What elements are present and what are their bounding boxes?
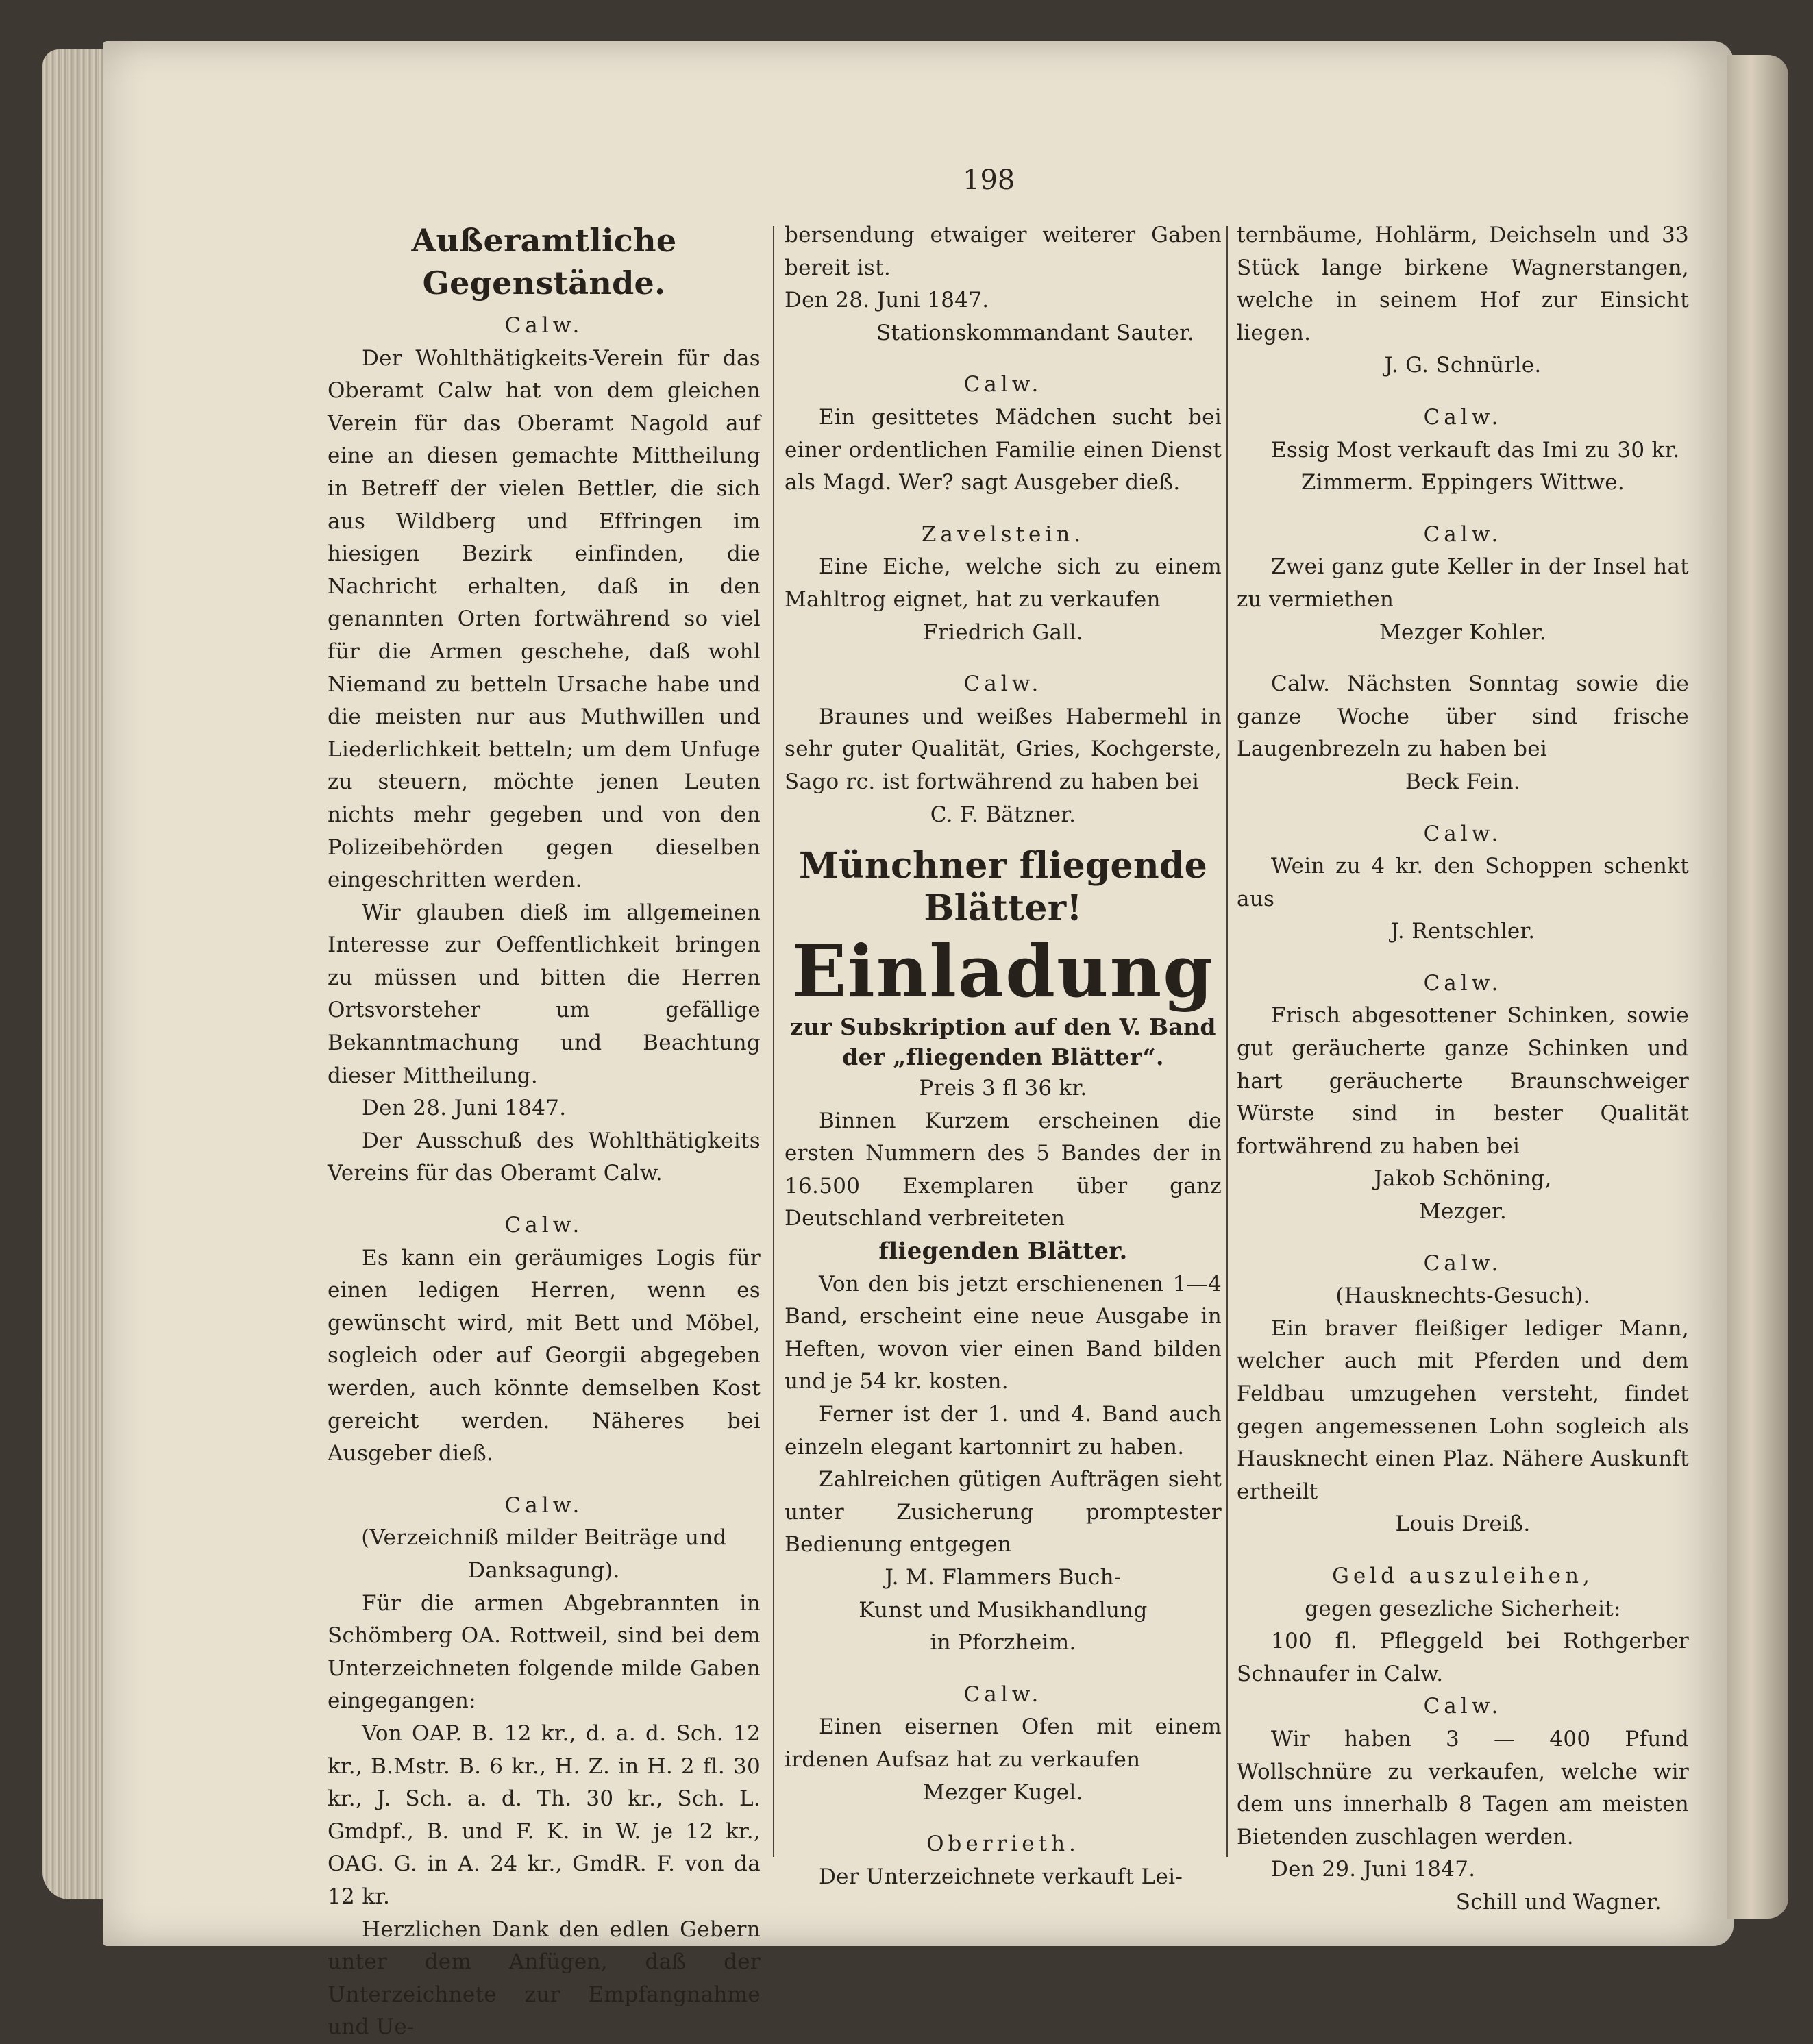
ad-signature: J. Rentschler. bbox=[1390, 919, 1536, 944]
ad-text: Binnen Kurzem erscheinen die ersten Nummern des 5 Bandes der in 16.500 Exemplaren über ganz Deutschland verbreiteten bbox=[785, 1108, 1222, 1231]
continuation-text: bersendung etwaiger weiterer Gaben bereit ist. bbox=[785, 223, 1222, 280]
ad-subtitle: (Verzeichniß milder Beiträge und Danksagung). bbox=[361, 1525, 727, 1583]
subscription-subheading: zur Subskription auf den V. Band der „fliegenden Blätter“. bbox=[790, 1013, 1216, 1071]
continuation-signature: Stationskommandant Sauter. bbox=[876, 320, 1194, 345]
ad-text: Wir haben 3 — 400 Pfund Wollschnüre zu verkaufen, welche wir dem uns innerhalb 8 Tagen am meisten Bietenden zuschlagen werden. bbox=[1237, 1726, 1689, 1849]
ad-text: Calw. Nächsten Sonntag sowie die ganze Woche über sind frische Laugenbrezeln zu haben bei bbox=[1237, 672, 1689, 762]
book-right-edge bbox=[1727, 55, 1788, 1919]
loan-title: Geld auszuleihen, bbox=[1332, 1563, 1594, 1588]
loan-text: 100 fl. Pfleggeld bei Rothgerber Schnaufer in Calw. bbox=[1237, 1629, 1689, 1686]
ad-place: Calw. bbox=[963, 1682, 1043, 1707]
ad-signature: Mezger Kugel. bbox=[923, 1780, 1083, 1805]
continuation-date: Den 28. Juni 1847. bbox=[785, 288, 989, 313]
column-2 bbox=[785, 219, 1222, 1893]
ad-text: Eine Eiche, welche sich zu einem Mahltrog eignet, hat zu verkaufen bbox=[785, 554, 1222, 612]
ad-place: Calw. bbox=[504, 1213, 584, 1238]
price: Preis 3 fl 36 kr. bbox=[919, 1076, 1087, 1101]
ad-text: Wein zu 4 kr. den Schoppen schenkt aus bbox=[1237, 854, 1689, 911]
ad-place: Oberrieth. bbox=[926, 1832, 1080, 1857]
ad-subtitle: (Hausknechts-Gesuch). bbox=[1335, 1283, 1590, 1309]
column-rule-right bbox=[1226, 226, 1228, 1857]
column-3 bbox=[1237, 219, 1689, 1919]
ad-place: Calw. bbox=[963, 672, 1043, 697]
ad-signature: Zimmerm. Eppingers Wittwe. bbox=[1300, 470, 1625, 495]
continuation-signature: J. G. Schnürle. bbox=[1384, 353, 1542, 378]
ad-place: Calw. bbox=[1423, 1694, 1503, 1719]
ad-text: Der Wohlthätigkeits-Verein für das Oberamt Calw hat von dem gleichen Verein für das Oberamt Nagold auf eine an diesen gemachte Mittheilung in Betreff der vielen Bettler, die sich aus Wildberg und Effringen im hiesigen Bezirk einfinden, die Nachricht erhalten, daß in den genannten Orten fortwährend so viel für die Armen geschehe, daß wohl Niemand zu betteln Ursache habe und die meisten nur aus Muthwillen und Liederlichkeit betteln; um dem Unfuge zu steuern, möchte jenen Leuten nichts mehr gegeben und von den Polizeibehörden gegen dieselben eingeschritten werden. bbox=[328, 345, 761, 893]
ad-text: Der Unterzeichnete verkauft Lei- bbox=[819, 1864, 1183, 1889]
ad-signature: Friedrich Gall. bbox=[923, 619, 1083, 645]
ad-text: Einen eisernen Ofen mit einem irdenen Aufsaz hat zu verkaufen bbox=[785, 1714, 1222, 1772]
ad-text: Von OAP. B. 12 kr., d. a. d. Sch. 12 kr., B.Mstr. B. 6 kr., H. Z. in H. 2 fl. 30 kr., J. Sch. a. d. Th. 30 kr., Sch. L. Gmdpf., B. und F. K. in W. je 12 kr., OAG. G. in A. 24 kr., GmdR. F. von da 12 kr. bbox=[328, 1721, 761, 1909]
ad-signature: Beck Fein. bbox=[1405, 769, 1521, 794]
continuation-text: ternbäume, Hohlärm, Deichseln und 33 Stück lange birkene Wagnerstangen, welche in seinem Hof zur Einsicht liegen. bbox=[1237, 223, 1689, 345]
ad-signature: Schill und Wagner. bbox=[1455, 1889, 1662, 1914]
ad-text: Wir glauben dieß im allgemeinen Interesse zur Oeffentlichkeit bringen zu müssen und bitten die Herren Ortsvorsteher um gefällige Bekanntmachung und Beachtung dieser Mittheilung. bbox=[328, 900, 761, 1088]
section-title: Außeramtliche Gegenstände. bbox=[411, 222, 677, 301]
ad-text: Zwei ganz gute Keller in der Insel hat zu vermiethen bbox=[1237, 554, 1689, 612]
ad-text: Ein braver fleißiger lediger Mann, welcher auch mit Pferden und dem Feldbau umzugehen versteht, findet gegen angemessenen Lohn sogleich als Hausknecht einen Plaz. Nähere Auskunft ertheilt bbox=[1237, 1316, 1689, 1504]
loan-subtitle: gegen gesezliche Sicherheit: bbox=[1305, 1596, 1621, 1621]
ad-place: Calw. bbox=[963, 372, 1043, 397]
ad-date: Den 28. Juni 1847. bbox=[362, 1096, 567, 1121]
page-number: 198 bbox=[963, 164, 1015, 196]
ad-text: Ein gesittetes Mädchen sucht bei einer ordentlichen Familie einen Dienst als Magd. Wer? sagt Ausgeber dieß. bbox=[785, 404, 1222, 495]
ad-signature: Jakob Schöning, bbox=[1374, 1166, 1552, 1192]
column-1 bbox=[328, 219, 761, 2044]
ad-signature: C. F. Bätzner. bbox=[930, 802, 1076, 827]
ad-place: Calw. bbox=[504, 1492, 584, 1518]
ad-text: Ferner ist der 1. und 4. Band auch einzeln elegant kartonnirt zu haben. bbox=[785, 1402, 1222, 1460]
column-rule-left bbox=[773, 226, 774, 1857]
ad-text: Herzlichen Dank den edlen Gebern unter dem Anfügen, daß der Unterzeichnete zur Empfangnahme und Ue- bbox=[328, 1917, 761, 2040]
ad-signature: Mezger. bbox=[1419, 1199, 1507, 1224]
ad-text: Von den bis jetzt erschienenen 1—4 Band, erscheint eine neue Ausgabe in Heften, wovon vier einen Band bilden und je 54 kr. kosten. bbox=[785, 1271, 1222, 1394]
ad-signature: Louis Dreiß. bbox=[1395, 1512, 1531, 1537]
invitation-heading: Einladung bbox=[792, 929, 1214, 1014]
ad-text: Es kann ein geräumiges Logis für einen ledigen Herren, wenn es gewünscht wird, mit Bett und Möbel, sogleich oder auf Georgii abgegeben werden, auch könnte demselben Kost gereicht werden. Näheres bei Ausgeber dieß. bbox=[328, 1245, 761, 1466]
ad-place: Calw. bbox=[1423, 821, 1503, 846]
ad-place: Calw. bbox=[1423, 1251, 1503, 1276]
ad-signature: in Pforzheim. bbox=[930, 1630, 1076, 1655]
ad-place: Calw. bbox=[504, 313, 584, 338]
ad-signature: J. M. Flammers Buch- bbox=[885, 1565, 1122, 1590]
ad-text: Zahlreichen gütigen Aufträgen sieht unter Zusicherung promptester Bedienung entgegen bbox=[785, 1467, 1222, 1557]
ad-date: Den 29. Juni 1847. bbox=[1271, 1857, 1476, 1882]
ad-signature: Mezger Kohler. bbox=[1379, 619, 1546, 645]
ad-text: Für die armen Abgebrannten in Schömberg OA. Rottweil, sind bei dem Unterzeichneten folgende milde Gaben eingegangen: bbox=[328, 1590, 761, 1714]
ad-place: Zavelstein. bbox=[921, 521, 1085, 547]
ad-text: Frisch abgesottener Schinken, sowie gut geräucherte ganze Schinken und hart geräucherte Braunschweiger Würste sind in bester Qualität fortwährend zu haben bei bbox=[1237, 1003, 1689, 1159]
ad-text: Essig Most verkauft das Imi zu 30 kr. bbox=[1271, 437, 1680, 463]
publication-name: fliegenden Blätter. bbox=[878, 1238, 1128, 1266]
ad-place: Calw. bbox=[1423, 970, 1503, 996]
ad-signature: Der Ausschuß des Wohlthätigkeits Vereins für das Oberamt Calw. bbox=[328, 1128, 761, 1186]
ad-signature: Kunst und Musikhandlung bbox=[859, 1597, 1148, 1623]
ad-text: Braunes und weißes Habermehl in sehr guter Qualität, Gries, Kochgerste, Sago rc. ist fortwährend zu haben bei bbox=[785, 704, 1222, 794]
ad-place: Calw. bbox=[1423, 404, 1503, 430]
munich-heading: Münchner fliegende Blätter! bbox=[798, 845, 1208, 930]
ad-place: Calw. bbox=[1423, 521, 1503, 547]
